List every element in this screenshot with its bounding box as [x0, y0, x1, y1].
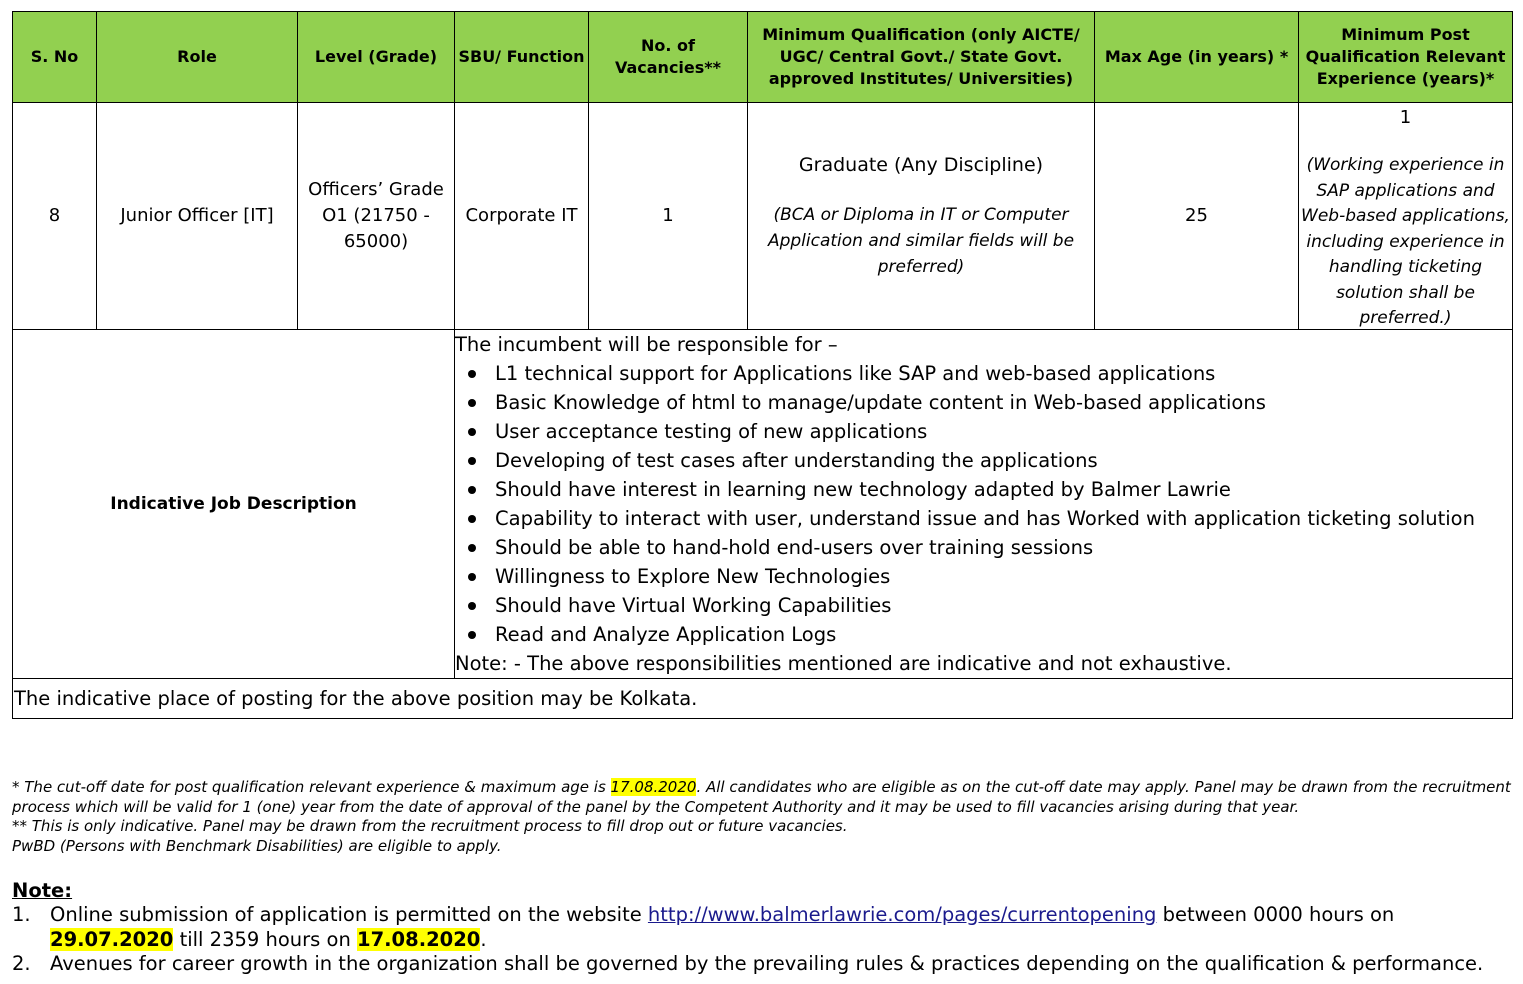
list-item: Should have Virtual Working Capabilities	[455, 591, 1512, 620]
note2-text: Avenues for career growth in the organization shall be governed by the prevailing rules & practices depending on the qualification & performance.	[50, 952, 1484, 975]
footnote-star-suffix: . All candidates who are eligible as on the cut-off date may apply. Panel may be drawn from the recruitment process which will be valid for 1 (one) year from the date of approval of the panel by the Competent Authority and it may be used to fill vacancies arising during that year.	[12, 778, 1511, 816]
end-date-highlight: 17.08.2020	[357, 927, 481, 951]
cell-sbu: Corporate IT	[455, 103, 589, 330]
list-item: Capability to interact with user, understand issue and has Worked with application ticketing solution	[455, 504, 1512, 533]
header-experience: Minimum Post Qualification Relevant Experience (years)*	[1299, 12, 1513, 103]
header-vacancies: No. of Vacancies**	[589, 12, 748, 103]
careers-link[interactable]: http://www.balmerlawrie.com/pages/currentopening	[647, 903, 1157, 926]
header-row	[13, 12, 1513, 103]
vacancy-table	[12, 11, 1513, 719]
cutoff-date-highlight: 17.08.2020	[610, 778, 697, 796]
footnote-star	[12, 778, 1517, 817]
cell-qualification	[748, 103, 1095, 330]
duties-list	[455, 359, 1512, 649]
note1-mid: between 0000 hours on	[1156, 903, 1395, 926]
note1-mid2: till 2359 hours on	[173, 927, 358, 951]
note1-prefix: Online submission of application is permitted on the website	[50, 903, 648, 926]
cell-sno: 8	[13, 103, 97, 330]
cell-role: Junior Officer [IT]	[97, 103, 298, 330]
header-sno: S. No	[13, 12, 97, 103]
note-number: 1.	[12, 903, 31, 926]
list-item	[12, 903, 1517, 952]
footnote-star-prefix: * The cut-off date for post qualification relevant experience & maximum age is	[12, 778, 611, 796]
notes-list	[12, 903, 1517, 977]
list-item: User acceptance testing of new applications	[455, 417, 1512, 446]
experience-value: 1	[1399, 107, 1412, 128]
note-number: 2.	[12, 952, 31, 975]
list-item: L1 technical support for Applications like SAP and web-based applications	[455, 359, 1512, 388]
qualification-note: (BCA or Diploma in IT or Computer Application and similar fields will be preferred)	[767, 205, 1075, 277]
cell-level: Officers’ Grade O1 (21750 - 65000)	[298, 103, 455, 330]
list-item: Should have interest in learning new technology adapted by Balmer Lawrie	[455, 475, 1512, 504]
cell-vacancies: 1	[589, 103, 748, 330]
list-item: Should be able to hand-hold end-users over training sessions	[455, 533, 1512, 562]
note-heading: Note:	[12, 879, 73, 902]
posting-text: The indicative place of posting for the above position may be Kolkata.	[13, 679, 1513, 719]
footnote-pwbd: PwBD (Persons with Benchmark Disabilities) are eligible to apply.	[12, 836, 502, 855]
footnotes	[12, 778, 1517, 856]
qualification-main: Graduate (Any Discipline)	[798, 154, 1044, 176]
list-item: Basic Knowledge of html to manage/update content in Web-based applications	[455, 388, 1512, 417]
description-label: Indicative Job Description	[13, 330, 455, 679]
header-qualification: Minimum Qualification (only AICTE/ UGC/ Central Govt./ State Govt. approved Institutes/ Universities)	[748, 12, 1095, 103]
footnote-double-star: ** This is only indicative. Panel may be drawn from the recruitment process to fill drop out or future vacancies.	[12, 817, 848, 835]
header-max-age: Max Age (in years) *	[1095, 12, 1299, 103]
cell-experience	[1299, 103, 1513, 330]
description-note: Note: - The above responsibilities mentioned are indicative and not exhaustive.	[455, 652, 1232, 675]
list-item: Developing of test cases after understanding the applications	[455, 446, 1512, 475]
list-item	[12, 952, 1517, 977]
experience-note: (Working experience in SAP applications and Web-based applications, including experience in handling ticketing solution shall be preferred.)	[1301, 155, 1510, 328]
description-row	[13, 330, 1513, 679]
header-role: Role	[97, 12, 298, 103]
note1-suffix: .	[480, 927, 487, 951]
start-date-highlight: 29.07.2020	[50, 927, 174, 951]
list-item: Read and Analyze Application Logs	[455, 620, 1512, 649]
header-level: Level (Grade)	[298, 12, 455, 103]
list-item: Willingness to Explore New Technologies	[455, 562, 1512, 591]
table-row	[13, 103, 1513, 330]
cell-max-age: 25	[1095, 103, 1299, 330]
posting-row	[13, 679, 1513, 719]
header-sbu: SBU/ Function	[455, 12, 589, 103]
description-cell	[455, 330, 1513, 679]
description-intro: The incumbent will be responsible for –	[455, 333, 838, 356]
